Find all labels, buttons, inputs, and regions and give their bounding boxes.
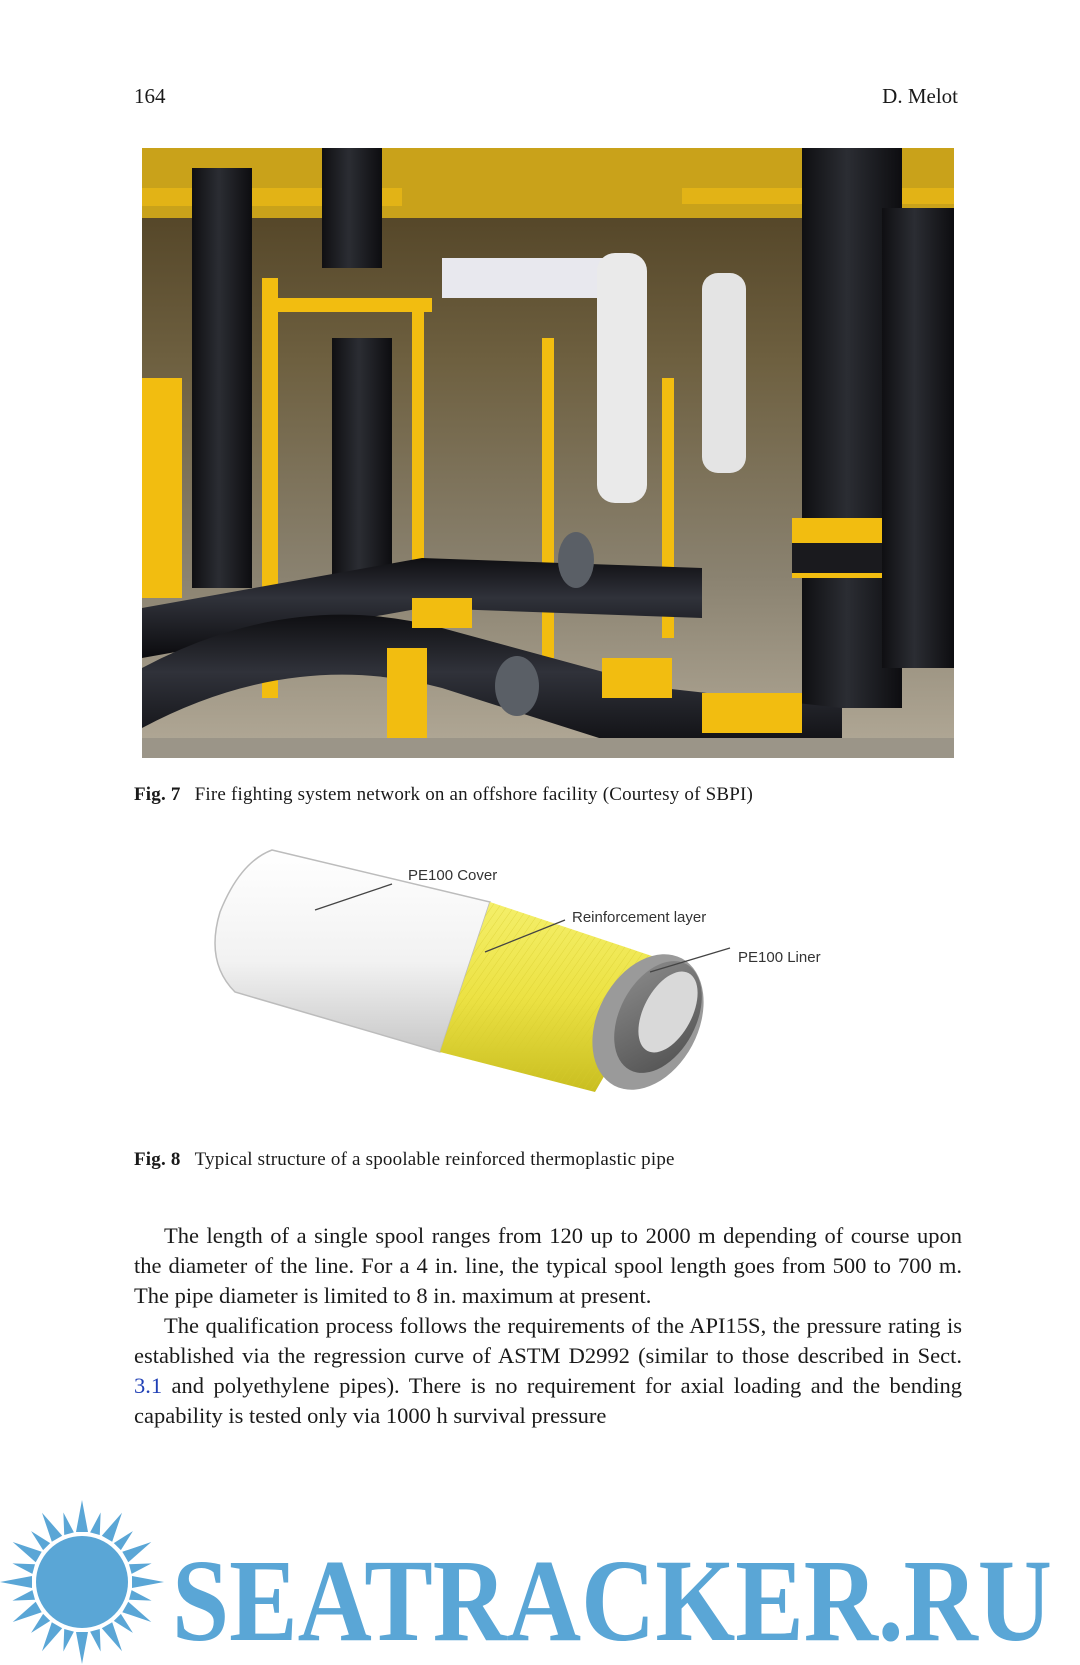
fig8-caption-text: Typical structure of a spoolable reinforced thermoplastic pipe — [194, 1149, 675, 1170]
paragraph-2-text-start: The qualification process follows the requirements of the API15S, the pressure rating is established via the regression curve of ASTM D2992 (similar to those described in Sect. — [134, 1313, 962, 1368]
paragraph-2 — [134, 1311, 962, 1431]
watermark-text: SEATRACKER.RU — [172, 1535, 1052, 1665]
page-number: 164 — [134, 84, 166, 108]
fig7-caption-text: Fire fighting system network on an offshore facility (Courtesy of SBPI) — [194, 784, 754, 805]
paragraph-1 — [134, 1221, 962, 1311]
fig7-photo — [142, 148, 954, 758]
sun-logo-icon — [0, 1500, 164, 1664]
running-head-author: D. Melot — [882, 84, 958, 108]
paragraph-2-text-end: and polyethylene pipes). There is no requirement for axial loading and the bending capability is tested only via 1000 h survival pressure — [134, 1373, 962, 1428]
paragraph-1-text: The length of a single spool ranges from 120 up to 2000 m depending of course upon the diameter of the line. For a 4 in. line, the typical spool length goes from 500 to 700 m. The pipe diameter is limited to 8 in. maximum at present. — [134, 1223, 962, 1308]
fig8-label: Fig. 8 — [134, 1149, 181, 1170]
label-pe100-liner: PE100 Liner — [738, 949, 821, 966]
section-link[interactable]: 3.1 — [134, 1373, 163, 1398]
fig7-label: Fig. 7 — [134, 784, 181, 805]
label-pe100-cover: PE100 Cover — [408, 867, 498, 884]
label-reinforcement-layer: Reinforcement layer — [572, 909, 707, 926]
fig8-diagram — [200, 842, 900, 1132]
watermark — [0, 1500, 1080, 1665]
fig8-caption — [134, 1149, 675, 1171]
fig7-caption — [134, 784, 753, 806]
